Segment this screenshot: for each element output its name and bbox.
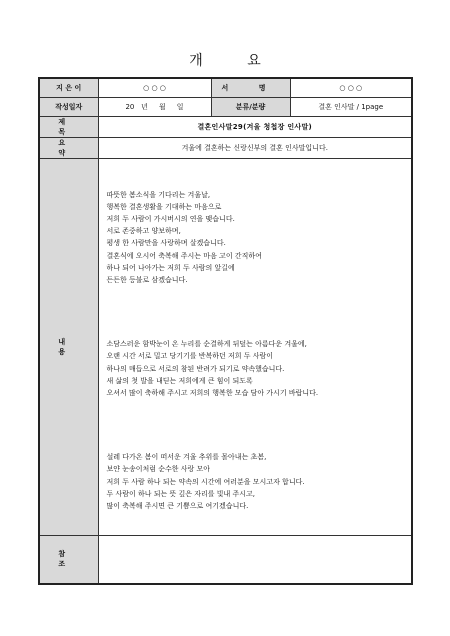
content-line: 새 삶의 첫 발을 내딛는 저희에게 큰 힘이 되도록 — [106, 376, 253, 385]
page-title: 개 요 — [189, 53, 281, 69]
signature-value: ○ ○ ○ — [290, 78, 412, 97]
reference-label: 참 조 — [39, 535, 98, 584]
summary-label: 요 약 — [39, 137, 98, 158]
summary-value: 겨울에 결혼하는 신랑신부의 결혼 인사말입니다. — [98, 137, 412, 158]
reference-row — [39, 535, 412, 584]
date-row — [39, 97, 412, 116]
content-line: 소담스러운 함박눈이 온 누리를 순결하게 뒤덮는 아름다운 겨울에, — [106, 340, 307, 349]
content-line: 하나 되어 나아가는 저희 두 사람의 앞길에 — [106, 263, 235, 272]
content-paragraph-2 — [107, 338, 404, 399]
summary-row — [39, 137, 412, 158]
overview-table — [38, 77, 413, 585]
content-line: 보얀 눈송이처럼 순수한 사랑 모아 — [106, 465, 211, 474]
signature-label: 서 명 — [211, 78, 290, 97]
content-line: 평생 한 사람만을 사랑하며 살겠습니다. — [106, 239, 226, 248]
content-line: 결혼식에 오시어 축복해 주시는 마음 고이 간직하여 — [106, 251, 262, 260]
content-line: 서로 존중하고 양보하며, — [106, 227, 181, 236]
title-label: 제 목 — [39, 116, 98, 137]
content-line: 두 사람이 하나 되는 뜻 깊은 자리를 빛내 주시고, — [106, 489, 256, 498]
date-label: 작성일자 — [39, 97, 98, 116]
content-line: 저희 두 사람이 가시버시의 연을 맺습니다. — [106, 214, 235, 223]
category-value: 결혼 인사말 / 1page — [290, 97, 412, 116]
content-line: 든든한 등불로 삼겠습니다. — [106, 275, 188, 284]
reference-value — [98, 535, 412, 584]
content-line: 행복한 결혼생활을 기대하는 마음으로 — [106, 202, 222, 211]
author-value: ○ ○ ○ — [98, 78, 211, 97]
date-value: 20 년 월 일 — [98, 97, 211, 116]
content-paragraph-3 — [107, 451, 404, 512]
content-line: 따뜻한 봄소식을 기다리는 겨울날, — [106, 190, 211, 199]
content-paragraph-1 — [107, 189, 404, 287]
content-line: 저희 두 사람 하나 되는 약속의 시간에 여러분을 모시고자 합니다. — [106, 477, 305, 486]
content-body — [98, 158, 412, 535]
category-label: 분류/분량 — [211, 97, 290, 116]
author-label: 지 은 이 — [39, 78, 98, 97]
content-line: 오랜 시간 서로 밀고 당기기를 반복하던 저희 두 사람이 — [106, 352, 274, 361]
content-line: 오셔서 많이 축하해 주시고 저희의 행복한 모습 담아 가시기 바랍니다. — [106, 388, 319, 397]
content-label: 내 용 — [39, 158, 98, 535]
author-row — [39, 78, 412, 97]
content-line: 설레 다가온 봄이 떠서운 겨울 추위를 몰아내는 초봄, — [106, 453, 267, 462]
content-line: 많이 축복해 주시면 큰 기쁨으로 여기겠습니다. — [106, 501, 249, 510]
title-row — [39, 116, 412, 137]
content-row — [39, 158, 412, 535]
document-title: 결혼인사말29(겨울 청첩장 인사말) — [98, 116, 412, 137]
content-line: 하나의 매듭으로 서로의 참된 반려가 되기로 약속했습니다. — [106, 364, 285, 373]
